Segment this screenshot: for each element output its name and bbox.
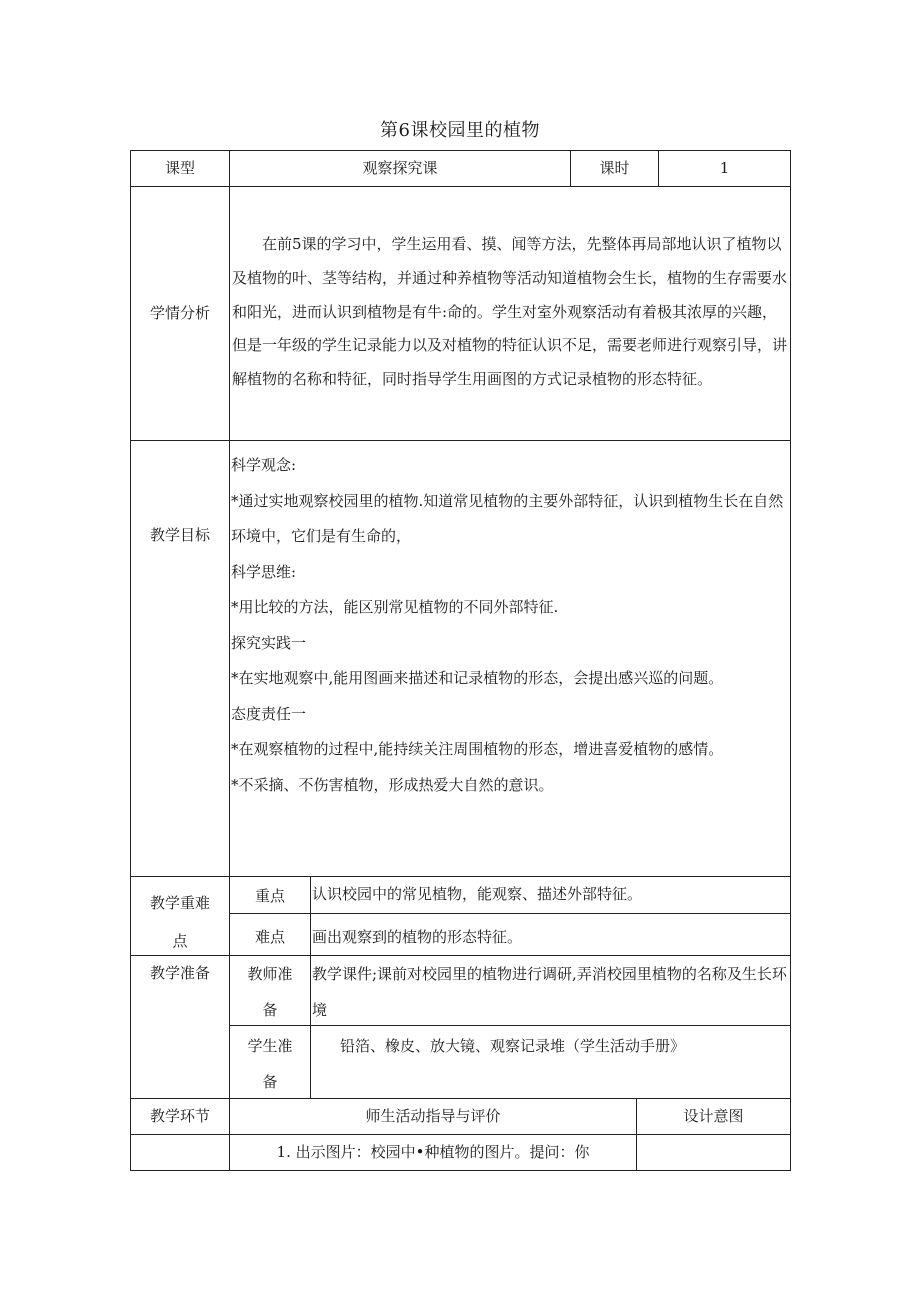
key-points-label-line1: 教学重难 — [149, 894, 210, 912]
process-col-intent: 设计意图 — [683, 1107, 744, 1125]
analysis-label: 学情分析 — [149, 304, 210, 322]
key-points-label-line2: 点 — [172, 932, 188, 950]
teacher-prep-label-line1: 教师准 — [247, 965, 293, 983]
goal-line: 态度责任一 — [231, 704, 307, 723]
lesson-type-label: 课型 — [164, 159, 195, 177]
process-first-item: 1. 出示图片：校园中•种植物的图片。提问：你 — [276, 1143, 590, 1161]
key-points-label — [130, 884, 230, 960]
goals-list — [230, 448, 790, 803]
goal-line: *在实地观察中,能用图画来描述和记录植物的形态，会提出感兴巡的问题。 — [231, 669, 724, 687]
analysis-text: 在前5课的学习中，学生运用看、摸、闻等方法，先整体再局部地认识了植物以及植物的叶、茎等结构，并通过种养植物等活动知道植物会生长，植物的生存需要水和阳光，进而认识到植物是有牛:命的。学生对室外观察活动有着极其浓厚的兴趣，但是一年级的学生记录能力以及对植物的特征认识不足，需要老师进行观察引导，讲解植物的名称和特征，同时指导学生用画图的方式记录植物的形态特征。 — [232, 235, 788, 389]
student-prep-label-line1: 学生准 — [247, 1037, 293, 1055]
lesson-hours-value: 1 — [719, 159, 730, 177]
difficulty-label: 难点 — [254, 928, 285, 946]
difficulty-text: 画出观察到的植物的形态特征。 — [312, 928, 523, 946]
goal-line: *不采摘、不伤害植物，形成热爱大自然的意识。 — [231, 775, 554, 794]
lesson-hours-label: 课时 — [599, 159, 630, 177]
goal-line: 探究实践一 — [231, 633, 307, 652]
teacher-prep-text: 教学课件;课前对校园里的植物进行调研,弄消校园里植物的名称及生长环境 — [312, 965, 787, 1019]
page-title: 第6课校园里的植物 — [380, 120, 540, 141]
focus-text: 认识校园中的常见植物，能观察、描述外部特征。 — [312, 885, 643, 903]
focus-label: 重点 — [254, 887, 285, 905]
goals-label: 教学目标 — [149, 526, 210, 544]
teacher-prep-label — [230, 956, 310, 1028]
student-prep-text: 铅箔、橡皮、放大镜、观察记录堆（学生活动手册》 — [340, 1037, 686, 1055]
process-col-activity: 师生活动指导与评价 — [365, 1107, 501, 1125]
teacher-prep-label-line2: 备 — [262, 1001, 278, 1019]
goal-line: *在观察植物的过程中,能持续关注周围植物的形态，增进喜爱植物的感情。 — [231, 740, 724, 758]
goal-line: 科学观念: — [231, 456, 297, 474]
goal-line: *用比较的方法，能区别常见植物的不同外部特征. — [231, 598, 559, 616]
goal-line: *通过实地观察校园里的植物.知道常见植物的主要外部特征，认识到植物生长在自然环境中，它们是有生命的， — [231, 491, 784, 545]
process-col-stage: 教学环节 — [149, 1107, 210, 1125]
lesson-type-value: 观察探究课 — [362, 159, 438, 177]
student-prep-label — [230, 1028, 310, 1100]
goal-line: 科学思维: — [231, 562, 297, 581]
student-prep-label-line2: 备 — [262, 1073, 278, 1091]
preparation-label: 教学准备 — [149, 964, 210, 982]
